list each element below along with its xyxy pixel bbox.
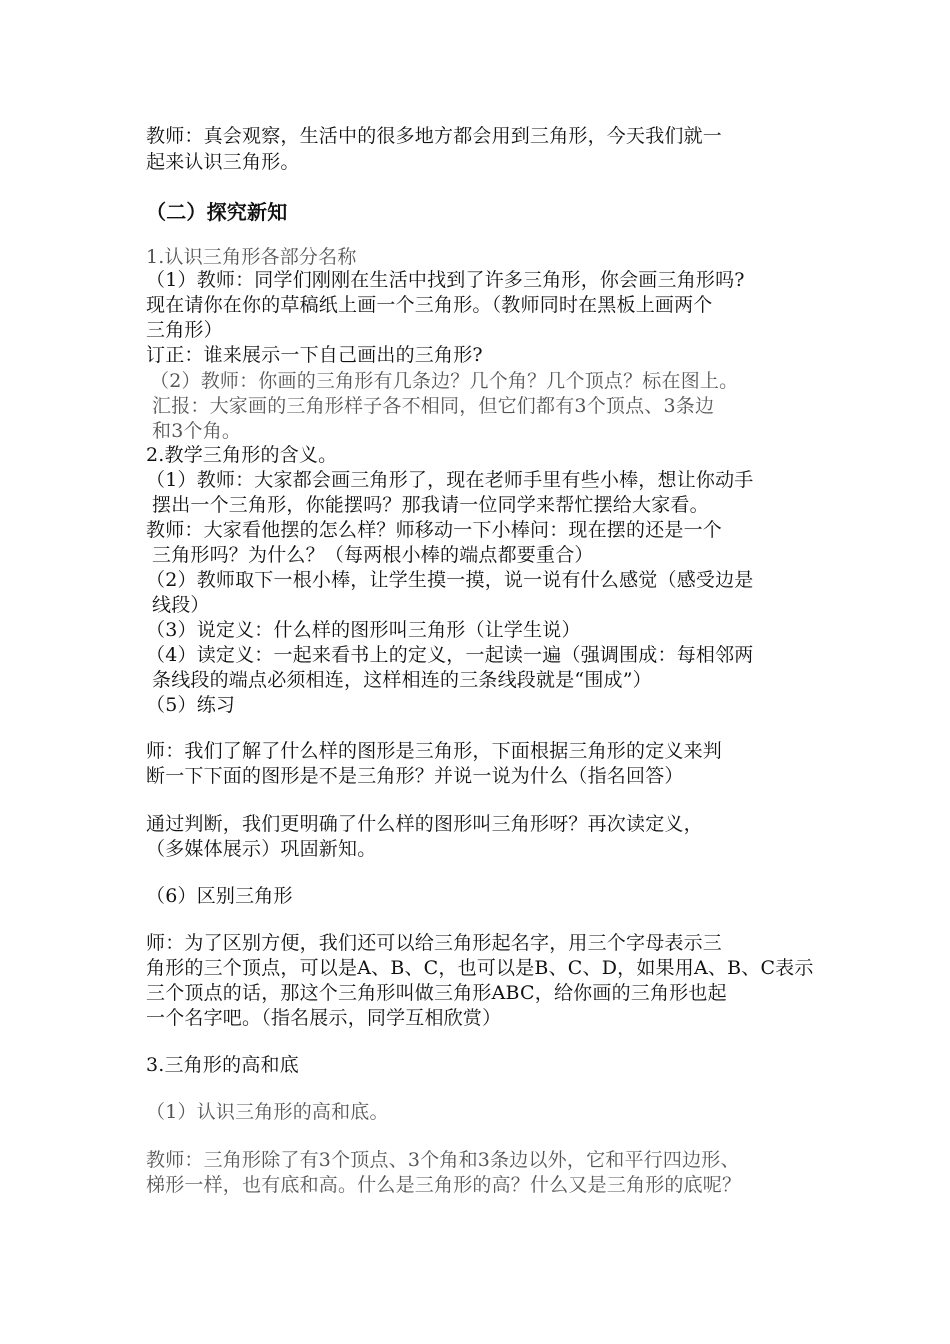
paragraph-line: 一个名字吧。（指名展示，同学互相欣赏） <box>146 1007 502 1029</box>
subsection-heading: 1.认识三角形各部分名称 <box>146 246 357 268</box>
paragraph-line: （2）教师：你画的三角形有几条边？几个角？几个顶点？标在图上。 <box>150 370 739 392</box>
paragraph-line: 梯形一样，也有底和高。什么是三角形的高？什么又是三角形的底呢？ <box>146 1174 742 1196</box>
paragraph-line: 角形的三个顶点，可以是A、B、C，也可以是B、C、D，如果用A、B、C表示 <box>146 957 814 979</box>
paragraph-line: 通过判断，我们更明确了什么样的图形叫三角形呀？再次读定义， <box>146 813 703 835</box>
paragraph-line: 师：为了区别方便，我们还可以给三角形起名字，用三个字母表示三 <box>146 932 723 954</box>
paragraph-line: 教师：三角形除了有3个顶点、3个角和3条边以外，它和平行四边形、 <box>146 1149 740 1171</box>
paragraph-line: （3）说定义：什么样的图形叫三角形（让学生说） <box>146 619 581 641</box>
paragraph-line: 线段） <box>152 594 210 616</box>
paragraph-line: 摆出一个三角形，你能摆吗？那我请一位同学来帮忙摆给大家看。 <box>152 494 709 516</box>
paragraph-line: （1）教师：大家都会画三角形了，现在老师手里有些小棒，想让你动手 <box>146 469 754 491</box>
paragraph-line: （5）练习 <box>146 694 236 716</box>
paragraph-line: 断一下下面的图形是不是三角形？并说一说为什么（指名回答） <box>146 765 684 787</box>
paragraph-line: 条线段的端点必须相连，这样相连的三条线段就是“围成”） <box>152 669 652 691</box>
paragraph-line: 教师：大家看他摆的怎么样？师移动一下小棒问：现在摆的还是一个 <box>146 519 723 541</box>
subsection-heading: 2.教学三角形的含义。 <box>146 444 338 466</box>
paragraph-line: 订正：谁来展示一下自己画出的三角形? <box>146 344 483 366</box>
paragraph-line: 师：我们了解了什么样的图形是三角形，下面根据三角形的定义来判 <box>146 740 723 762</box>
paragraph-line: 汇报：大家画的三角形样子各不相同，但它们都有3个顶点、3条边 <box>152 395 715 417</box>
paragraph-line: 教师：真会观察，生活中的很多地方都会用到三角形，今天我们就一 <box>146 125 723 147</box>
paragraph-line: 起来认识三角形。 <box>146 151 300 173</box>
subsection-heading: 3.三角形的高和底 <box>146 1054 299 1076</box>
section-heading: （二）探究新知 <box>146 200 288 224</box>
paragraph-line: （1）教师：同学们刚刚在生活中找到了许多三角形，你会画三角形吗? <box>146 269 745 291</box>
paragraph-line: （2）教师取下一根小棒，让学生摸一摸，说一说有什么感觉（感受边是 <box>146 569 754 591</box>
paragraph-line: 现在请你在你的草稿纸上画一个三角形。（教师同时在黑板上画两个 <box>146 294 713 316</box>
paragraph-line: （4）读定义：一起来看书上的定义，一起读一遍（强调围成：每相邻两 <box>146 644 754 666</box>
paragraph-line: （6）区别三角形 <box>146 885 293 907</box>
paragraph-line: 三个顶点的话，那这个三角形叫做三角形ABC，给你画的三角形也起 <box>146 982 727 1004</box>
paragraph-line: 和3个角。 <box>152 420 242 442</box>
paragraph-line: （1）认识三角形的高和底。 <box>146 1101 389 1123</box>
paragraph-line: 三角形吗？为什么？（每两根小棒的端点都要重合） <box>152 544 594 566</box>
paragraph-line: （多媒体展示）巩固新知。 <box>146 838 377 860</box>
paragraph-line: 三角形） <box>146 319 223 341</box>
